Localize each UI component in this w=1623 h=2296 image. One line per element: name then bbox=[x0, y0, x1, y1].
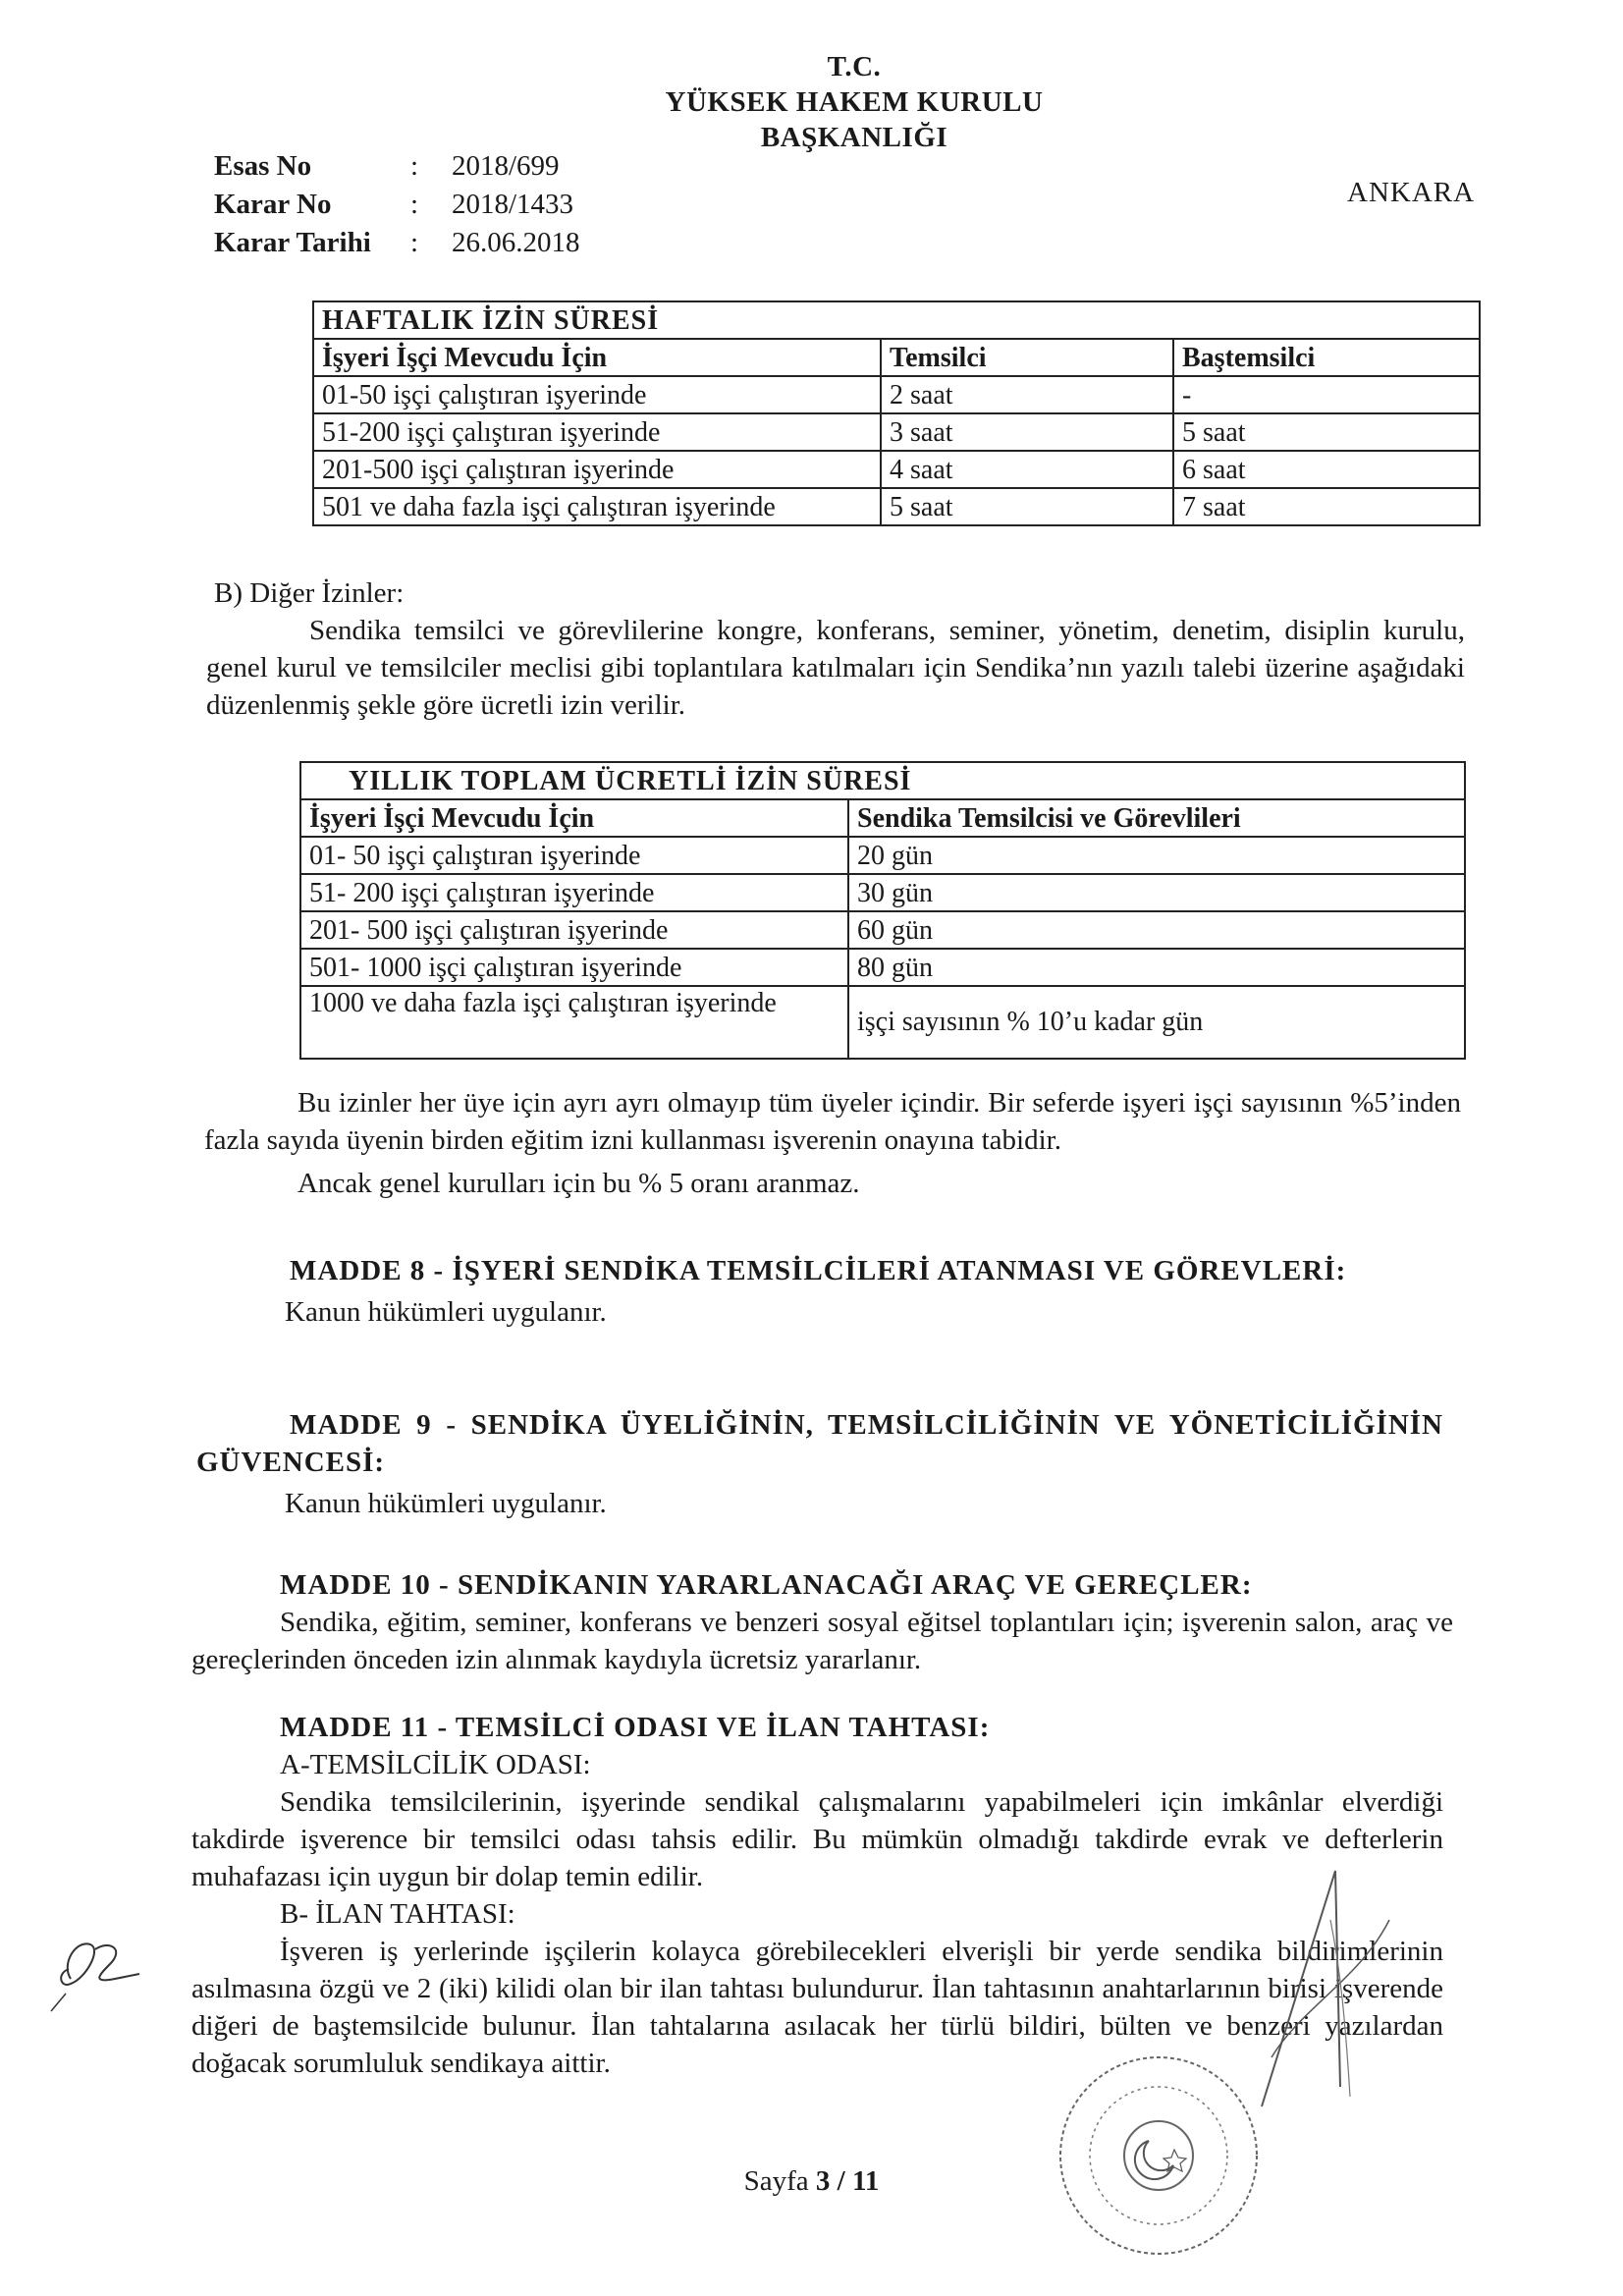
meta-row-karar bbox=[214, 186, 580, 224]
table-cell: işçi sayısının % 10’u kadar gün bbox=[848, 986, 1465, 1059]
meta-value: 26.06.2018 bbox=[452, 227, 580, 258]
article-text: Kanun hükümleri uygulanır. bbox=[285, 1296, 607, 1328]
table-cell: 2 saat bbox=[881, 376, 1173, 413]
table-row bbox=[300, 949, 1465, 986]
article-9 bbox=[196, 1406, 1443, 1522]
article-title: MADDE 9 - SENDİKA ÜYELİĞİNİN, TEMSİLCİLİĞİNİN VE YÖNETİCİLİĞİNİN GÜVENCESİ: bbox=[196, 1409, 1443, 1478]
column-header: Baştemsilci bbox=[1173, 339, 1480, 376]
yearly-leave-table bbox=[299, 761, 1466, 1060]
table-cell: 4 saat bbox=[881, 451, 1173, 488]
table-cell: 5 saat bbox=[881, 488, 1173, 525]
subsection-text: İşveren iş yerlerinde işçilerin kolayca görebilecekleri elverişli bir yerde sendika bildirimlerinin asılmasına özgü ve 2 (iki) kilidi olan bir ilan tahtası bulundurur. İlan tahtasının anahtarlarının birisi işverende diğeri de baştemsilcide bulunur. İlan tahtalarına asılacak her türlü bildiri, bülten ve benzeri yazılardan doğacak sorumluluk sendikaya aittir. bbox=[191, 1936, 1443, 2079]
table-title: YILLIK TOPLAM ÜCRETLİ İZİN SÜRESİ bbox=[300, 762, 1465, 799]
meta-row-tarih bbox=[214, 224, 580, 262]
table-cell: 5 saat bbox=[1173, 413, 1480, 451]
table-cell: 01- 50 işçi çalıştıran işyerinde bbox=[300, 837, 848, 874]
table-cell: 51-200 işçi çalıştıran işyerinde bbox=[313, 413, 881, 451]
page-total: 11 bbox=[851, 2165, 880, 2197]
meta-label: Karar No bbox=[214, 189, 332, 220]
article-text: Kanun hükümleri uygulanır. bbox=[285, 1488, 607, 1519]
table-cell: 201-500 işçi çalıştıran işyerinde bbox=[313, 451, 881, 488]
section-heading: B) Diğer İzinler: bbox=[214, 577, 405, 609]
city-label: ANKARA bbox=[1347, 177, 1476, 208]
table-header-row bbox=[300, 799, 1465, 837]
table-row bbox=[313, 488, 1480, 525]
official-stamp bbox=[1051, 2048, 1267, 2273]
article-10 bbox=[191, 1566, 1453, 1678]
page-number bbox=[0, 2165, 1623, 2198]
section-b bbox=[206, 574, 1465, 724]
article-title: MADDE 8 - İŞYERİ SENDİKA TEMSİLCİLERİ ATANMASI VE GÖREVLERİ: bbox=[290, 1255, 1347, 1286]
page-prefix: Sayfa bbox=[743, 2165, 809, 2197]
table-cell: 501- 1000 işçi çalıştıran işyerinde bbox=[300, 949, 848, 986]
table-row bbox=[313, 376, 1480, 413]
meta-label: Esas No bbox=[214, 150, 312, 182]
page-current: 3 bbox=[815, 2165, 831, 2197]
meta-colon: : bbox=[410, 189, 419, 220]
table-cell: - bbox=[1173, 376, 1480, 413]
article-title: MADDE 10 - SENDİKANIN YARARLANACAĞI ARAÇ VE GEREÇLER: bbox=[280, 1569, 1253, 1601]
table-cell: 3 saat bbox=[881, 413, 1173, 451]
table-cell: 51- 200 işçi çalıştıran işyerinde bbox=[300, 874, 848, 911]
section-paragraph: Sendika temsilci ve görevlilerine kongre, konferans, seminer, yönetim, denetim, disiplin kurulu, genel kurul ve temsilciler meclisi gibi toplantılara katılmaları için Sendika’nın yazılı talebi üzerine aşağıdaki düzenlenmiş şekle göre ücretli izin verilir. bbox=[206, 615, 1465, 721]
table-cell: 6 saat bbox=[1173, 451, 1480, 488]
column-header: İşyeri İşçi Mevcudu İçin bbox=[300, 799, 848, 837]
table-row bbox=[300, 911, 1465, 949]
article-text: Sendika, eğitim, seminer, konferans ve benzeri sosyal eğitsel toplantıları için; işverenin salon, araç ve gereçlerinden önceden izin alınmak kaydıyla ücretsiz yararlanır. bbox=[191, 1607, 1453, 1675]
column-header: Temsilci bbox=[881, 339, 1173, 376]
table-cell: 1000 ve daha fazla işçi çalıştıran işyerinde bbox=[300, 986, 848, 1059]
office-name: BAŞKANLIĞI bbox=[760, 122, 948, 153]
article-8 bbox=[196, 1252, 1443, 1331]
subsection-heading: A-TEMSİLCİLİK ODASI: bbox=[280, 1749, 591, 1780]
table-cell: 01-50 işçi çalıştıran işyerinde bbox=[313, 376, 881, 413]
paragraph: Bu izinler her üye için ayrı ayrı olmayıp tüm üyeler içindir. Bir seferde işyeri işçi sayısının %5’inden fazla sayıda üyenin birden eğitim izni kullanması işverenin onayına tabidir. bbox=[204, 1087, 1461, 1156]
meta-value: 2018/1433 bbox=[452, 189, 574, 220]
table-cell: 201- 500 işçi çalıştıran işyerinde bbox=[300, 911, 848, 949]
weekly-leave-table bbox=[312, 301, 1481, 526]
subsection-heading: B- İLAN TAHTASI: bbox=[280, 1898, 515, 1930]
institution-name: YÜKSEK HAKEM KURULU bbox=[665, 86, 1044, 118]
meta-colon: : bbox=[410, 227, 419, 258]
table-header-row bbox=[313, 339, 1480, 376]
case-metadata bbox=[214, 147, 580, 262]
article-title: MADDE 11 - TEMSİLCİ ODASI VE İLAN TAHTASI: bbox=[280, 1712, 991, 1743]
column-header: Sendika Temsilcisi ve Görevlileri bbox=[848, 799, 1465, 837]
after-table-text bbox=[204, 1084, 1461, 1202]
table-cell: 80 gün bbox=[848, 949, 1465, 986]
table-cell: 30 gün bbox=[848, 874, 1465, 911]
column-header: İşyeri İşçi Mevcudu İçin bbox=[313, 339, 881, 376]
table-row bbox=[313, 451, 1480, 488]
country-label: T.C. bbox=[827, 51, 882, 82]
table-row bbox=[300, 837, 1465, 874]
paragraph: Ancak genel kurulları için bu % 5 oranı aranmaz. bbox=[298, 1168, 860, 1199]
table-row bbox=[313, 413, 1480, 451]
table-cell: 7 saat bbox=[1173, 488, 1480, 525]
table-row bbox=[300, 874, 1465, 911]
table-row bbox=[300, 986, 1465, 1059]
page-separator: / bbox=[837, 2165, 845, 2197]
document-header bbox=[609, 49, 1100, 155]
meta-value: 2018/699 bbox=[452, 150, 560, 182]
handwritten-initials bbox=[41, 1925, 149, 2013]
table-cell: 20 gün bbox=[848, 837, 1465, 874]
table-cell: 60 gün bbox=[848, 911, 1465, 949]
table-title: HAFTALIK İZİN SÜRESİ bbox=[313, 301, 1480, 339]
subsection-text: Sendika temsilcilerinin, işyerinde sendikal çalışmalarını yapabilmeleri için imkânlar elverdiği takdirde işverence bir temsilci odası tahsis edilir. Bu mümkün olmadığı takdirde evrak ve defterlerin muhafazası için uygun bir dolap temin edilir. bbox=[191, 1786, 1443, 1892]
handwritten-paraph bbox=[1242, 1861, 1409, 2116]
table-cell: 501 ve daha fazla işçi çalıştıran işyerinde bbox=[313, 488, 881, 525]
meta-colon: : bbox=[410, 150, 419, 182]
meta-row-esas bbox=[214, 147, 580, 186]
meta-label: Karar Tarihi bbox=[214, 227, 371, 258]
